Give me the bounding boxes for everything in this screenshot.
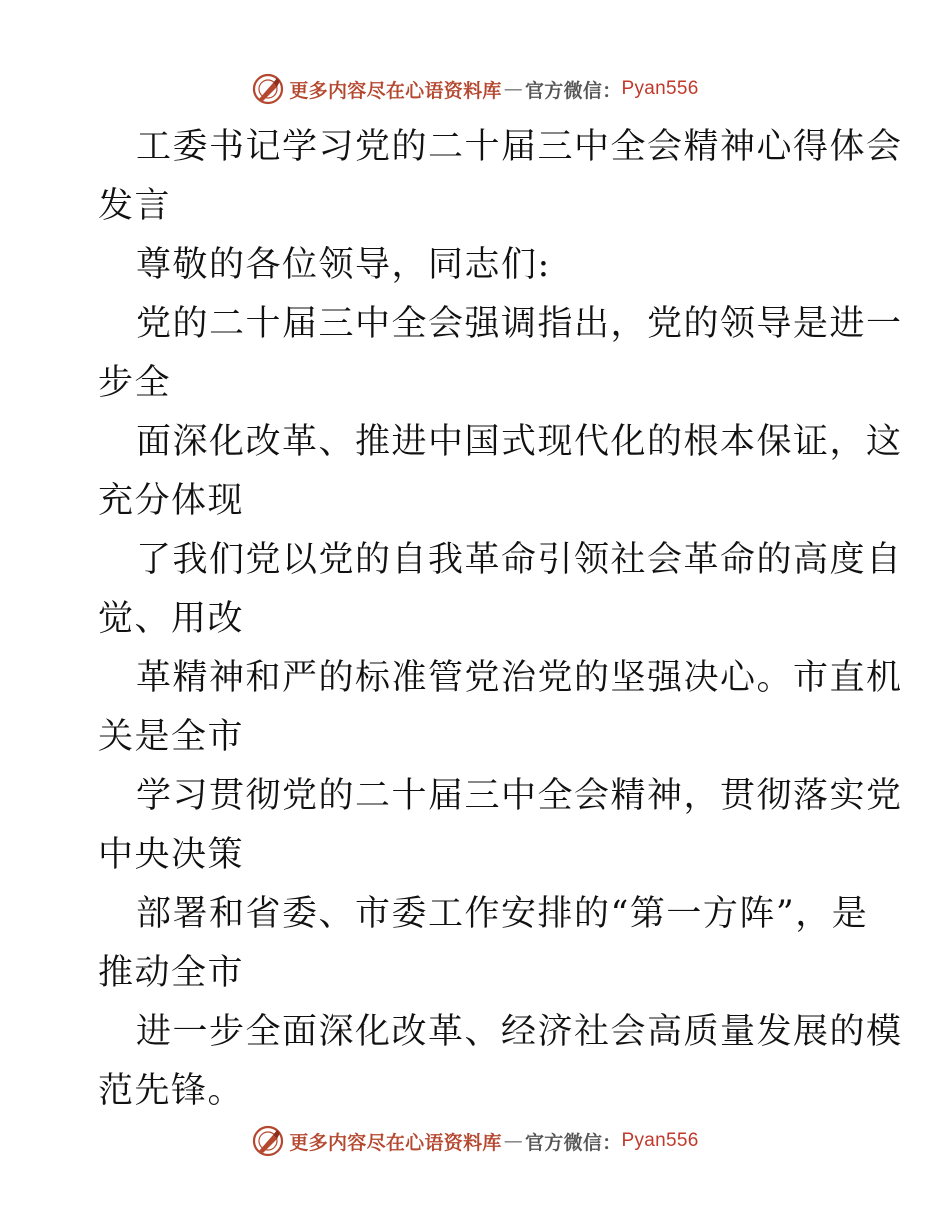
paragraph-line: 了我们党以党的自我革命引领社会革命的高度自 bbox=[136, 540, 903, 580]
paragraph-line: 范先锋。 bbox=[98, 1071, 245, 1111]
paragraph-4 bbox=[98, 649, 903, 767]
paragraph-line: 面深化改革、推进中国式现代化的根本保证，这 bbox=[136, 422, 903, 462]
document-body bbox=[98, 118, 903, 1121]
paragraph-line: 进一步全面深化改革、经济社会高质量发展的模 bbox=[136, 1012, 903, 1052]
paragraph-2 bbox=[98, 413, 903, 531]
document-title bbox=[98, 118, 903, 236]
footer-watermark bbox=[0, 1124, 950, 1158]
paragraph-line: 步全 bbox=[98, 363, 172, 403]
title-line-2: 发言 bbox=[98, 186, 172, 226]
title-line-1: 工委书记学习党的二十届三中全会精神心得体会 bbox=[136, 127, 903, 167]
paragraph-line: 觉、用改 bbox=[98, 599, 245, 639]
watermark-separator: — bbox=[503, 78, 523, 100]
watermark-wechat-label: 官方微信： bbox=[525, 79, 622, 102]
watermark-wechat-label: 官方微信： bbox=[525, 1131, 622, 1154]
paragraph-line: 充分体现 bbox=[98, 481, 245, 521]
paragraph-5 bbox=[98, 767, 903, 885]
paragraph-1 bbox=[98, 295, 903, 413]
salutation: 尊敬的各位领导，同志们: bbox=[136, 245, 551, 285]
paragraph-6 bbox=[98, 885, 869, 1003]
paragraph-line: 关是全市 bbox=[98, 717, 245, 757]
paragraph-line: 推动全市 bbox=[98, 953, 245, 993]
watermark-wechat-id: Pyan556 bbox=[621, 78, 699, 99]
watermark-separator: — bbox=[503, 1130, 523, 1152]
watermark-main-text: 更多内容尽在心语资料库 bbox=[289, 1131, 502, 1154]
paragraph-line: 学习贯彻党的二十届三中全会精神，贯彻落实党 bbox=[136, 776, 903, 816]
paragraph-3 bbox=[98, 531, 903, 649]
paragraph-line: 党的二十届三中全会强调指出，党的领导是进一 bbox=[136, 304, 903, 344]
header-watermark bbox=[0, 72, 950, 106]
watermark-wechat-id: Pyan556 bbox=[621, 1130, 699, 1151]
paragraph-line: 部署和省委、市委工作安排的“第一方阵”，是 bbox=[136, 894, 869, 934]
paragraph-line: 中央决策 bbox=[98, 835, 245, 875]
pen-logo-icon bbox=[251, 72, 285, 106]
pen-logo-icon bbox=[251, 1124, 285, 1158]
paragraph-7 bbox=[98, 1003, 903, 1121]
paragraph-line: 革精神和严的标准管党治党的坚强决心。市直机 bbox=[136, 658, 903, 698]
watermark-main-text: 更多内容尽在心语资料库 bbox=[289, 79, 502, 102]
